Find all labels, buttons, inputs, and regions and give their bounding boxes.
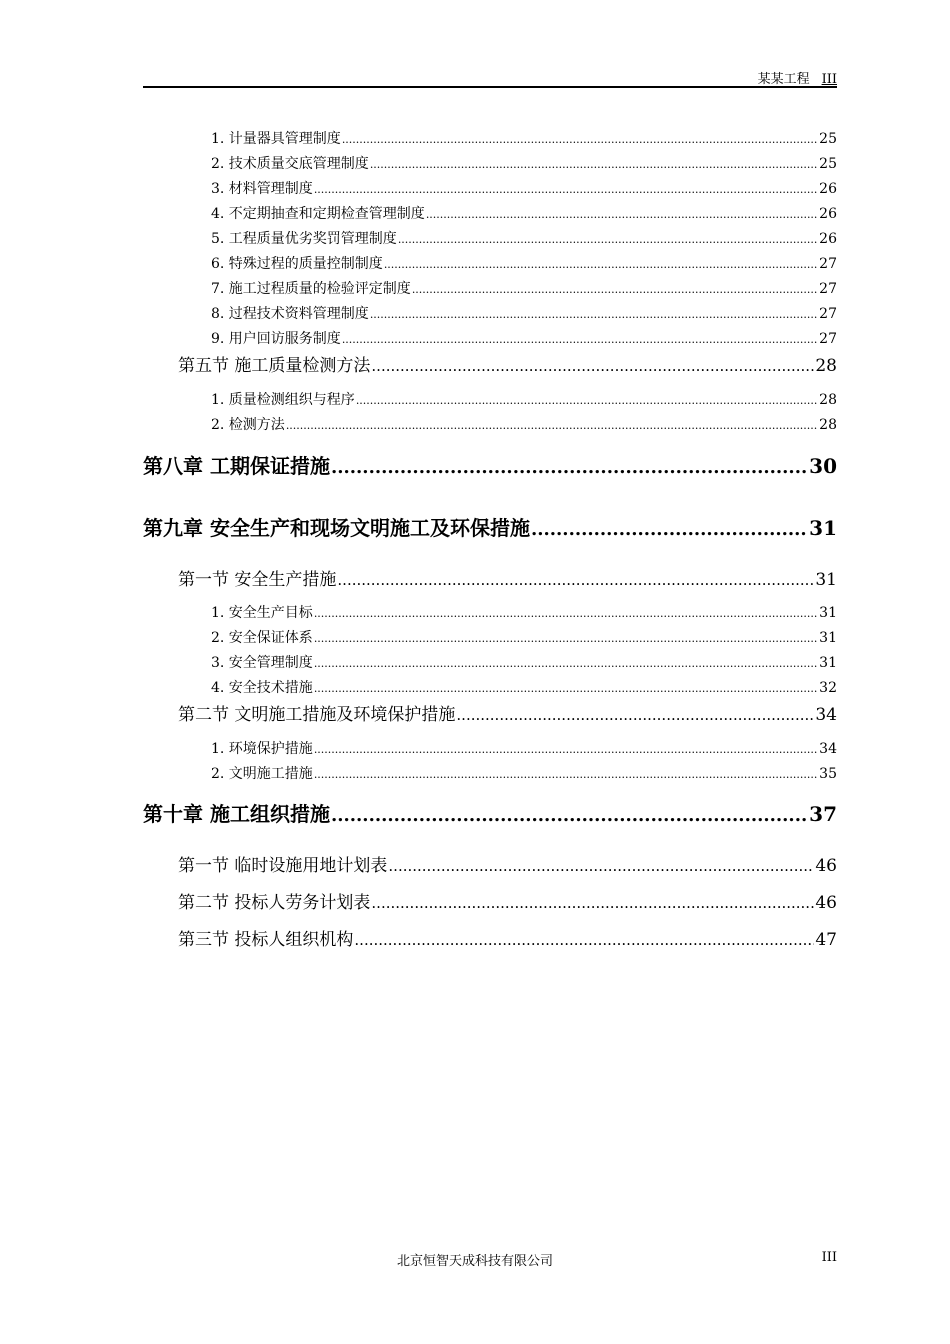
toc-entry-page: 31 (819, 655, 837, 671)
header-page-number: III (821, 72, 837, 87)
toc-entry-title: 第十章 施工组织措施 (143, 802, 330, 826)
toc-entry-page: 32 (819, 680, 837, 696)
toc-entry-page: 26 (819, 206, 837, 222)
toc-entry-level3[interactable] (211, 602, 837, 622)
toc-entry-page: 28 (819, 417, 837, 433)
toc-entry-page: 26 (819, 181, 837, 197)
footer-page-number: III (821, 1250, 837, 1265)
toc-entry-page: 35 (819, 766, 837, 782)
toc-entry-page: 46 (815, 893, 837, 913)
toc-leader-dots (371, 357, 814, 375)
toc-leader-dots (331, 805, 808, 826)
toc-leader-dots (370, 158, 818, 171)
toc-entry-page: 31 (819, 605, 837, 621)
toc-leader-dots (342, 333, 818, 346)
toc-leader-dots (412, 283, 818, 296)
toc-leader-dots (398, 233, 818, 246)
toc-entry-level3[interactable] (211, 677, 837, 697)
toc-entry-level3[interactable] (211, 763, 837, 783)
toc-entry-level3[interactable] (211, 303, 837, 323)
toc-entry-level3[interactable] (211, 128, 837, 148)
toc-entry-page: 25 (819, 131, 837, 147)
toc-entry-page: 28 (815, 356, 837, 376)
toc-entry-page: 31 (815, 570, 837, 590)
toc-entry-title: 7. 施工过程质量的检验评定制度 (211, 281, 411, 297)
toc-entry-title: 2. 检测方法 (211, 417, 285, 433)
toc-entry-title: 6. 特殊过程的质量控制制度 (211, 256, 383, 272)
toc-entry-title: 4. 不定期抽查和定期检查管理制度 (211, 206, 425, 222)
toc-entry-page: 27 (819, 331, 837, 347)
toc-entry-level2[interactable] (178, 925, 837, 950)
toc-entry-title: 第一节 安全生产措施 (178, 570, 337, 590)
toc-entry-level1[interactable] (143, 798, 837, 827)
toc-leader-dots (314, 682, 818, 695)
toc-entry-page: 25 (819, 156, 837, 172)
toc-leader-dots (337, 571, 814, 589)
toc-leader-dots (356, 394, 818, 407)
toc-entry-level3[interactable] (211, 328, 837, 348)
toc-entry-page: 31 (809, 516, 837, 540)
toc-entry-title: 1. 质量检测组织与程序 (211, 392, 355, 408)
toc-entry-level3[interactable] (211, 178, 837, 198)
toc-leader-dots (314, 657, 818, 670)
toc-entry-level2[interactable] (178, 351, 837, 376)
toc-leader-dots (456, 706, 814, 724)
toc-entry-level3[interactable] (211, 738, 837, 758)
toc-entry-title: 5. 工程质量优劣奖罚管理制度 (211, 231, 397, 247)
toc-entry-title: 第二节 投标人劳务计划表 (178, 893, 371, 913)
toc-entry-title: 第九章 安全生产和现场文明施工及环保措施 (143, 516, 530, 540)
toc-entry-page: 27 (819, 256, 837, 272)
toc-entry-title: 第八章 工期保证措施 (143, 454, 330, 478)
toc-leader-dots (314, 183, 818, 196)
toc-entry-level3[interactable] (211, 652, 837, 672)
toc-entry-level3[interactable] (211, 414, 837, 434)
toc-entry-page: 34 (819, 741, 837, 757)
toc-leader-dots (370, 308, 818, 321)
toc-leader-dots (314, 743, 818, 756)
toc-entry-page: 46 (815, 856, 837, 876)
toc-entry-page: 27 (819, 306, 837, 322)
toc-entry-title: 2. 文明施工措施 (211, 766, 313, 782)
footer-company: 北京恒智天成科技有限公司 (396, 1254, 553, 1269)
toc-entry-level1[interactable] (143, 450, 837, 479)
toc-entry-title: 1. 安全生产目标 (211, 605, 313, 621)
toc-entry-title: 1. 计量器具管理制度 (211, 131, 341, 147)
toc-entry-level3[interactable] (211, 228, 837, 248)
toc-entry-page: 34 (815, 705, 837, 725)
toc-entry-page: 27 (819, 281, 837, 297)
toc-leader-dots (426, 208, 818, 221)
toc-entry-title: 2. 安全保证体系 (211, 630, 313, 646)
toc-entry-page: 30 (809, 454, 837, 478)
toc-entry-level3[interactable] (211, 389, 837, 409)
header-text (758, 68, 837, 87)
toc-entry-level2[interactable] (178, 700, 837, 725)
toc-entry-level2[interactable] (178, 565, 837, 590)
toc-leader-dots (314, 768, 818, 781)
header-title: 某某工程 (757, 72, 810, 87)
toc-leader-dots (371, 894, 814, 912)
toc-leader-dots (331, 457, 808, 478)
toc-entry-level2[interactable] (178, 888, 837, 913)
toc-entry-title: 3. 材料管理制度 (211, 181, 313, 197)
toc-leader-dots (342, 133, 818, 146)
toc-entry-title: 第一节 临时设施用地计划表 (178, 856, 388, 876)
toc-leader-dots (314, 632, 818, 645)
toc-leader-dots (531, 519, 808, 540)
toc-entry-title: 第三节 投标人组织机构 (178, 930, 354, 950)
toc-entry-title: 2. 技术质量交底管理制度 (211, 156, 369, 172)
toc-entry-title: 3. 安全管理制度 (211, 655, 313, 671)
toc-entry-level2[interactable] (178, 851, 837, 876)
toc-leader-dots (286, 419, 818, 432)
toc-entry-level3[interactable] (211, 627, 837, 647)
toc-leader-dots (314, 607, 818, 620)
toc-entry-title: 9. 用户回访服务制度 (211, 331, 341, 347)
toc-entry-page: 26 (819, 231, 837, 247)
toc-entry-level3[interactable] (211, 153, 837, 173)
toc-entry-page: 31 (819, 630, 837, 646)
toc-entry-level3[interactable] (211, 203, 837, 223)
page-header (143, 66, 837, 88)
toc-entry-title: 4. 安全技术措施 (211, 680, 313, 696)
toc-leader-dots (354, 931, 814, 949)
toc-entry-level3[interactable] (211, 253, 837, 273)
toc-entry-level1[interactable] (143, 512, 837, 541)
toc-entry-title: 第五节 施工质量检测方法 (178, 356, 371, 376)
toc-entry-page: 47 (815, 930, 837, 950)
toc-entry-title: 1. 环境保护措施 (211, 741, 313, 757)
toc-leader-dots (384, 258, 818, 271)
toc-entry-page: 28 (819, 392, 837, 408)
toc-leader-dots (388, 857, 814, 875)
toc-entry-level3[interactable] (211, 278, 837, 298)
toc-entry-title: 8. 过程技术资料管理制度 (211, 306, 369, 322)
toc-entry-page: 37 (809, 802, 837, 826)
toc-entry-title: 第二节 文明施工措施及环境保护措施 (178, 705, 456, 725)
